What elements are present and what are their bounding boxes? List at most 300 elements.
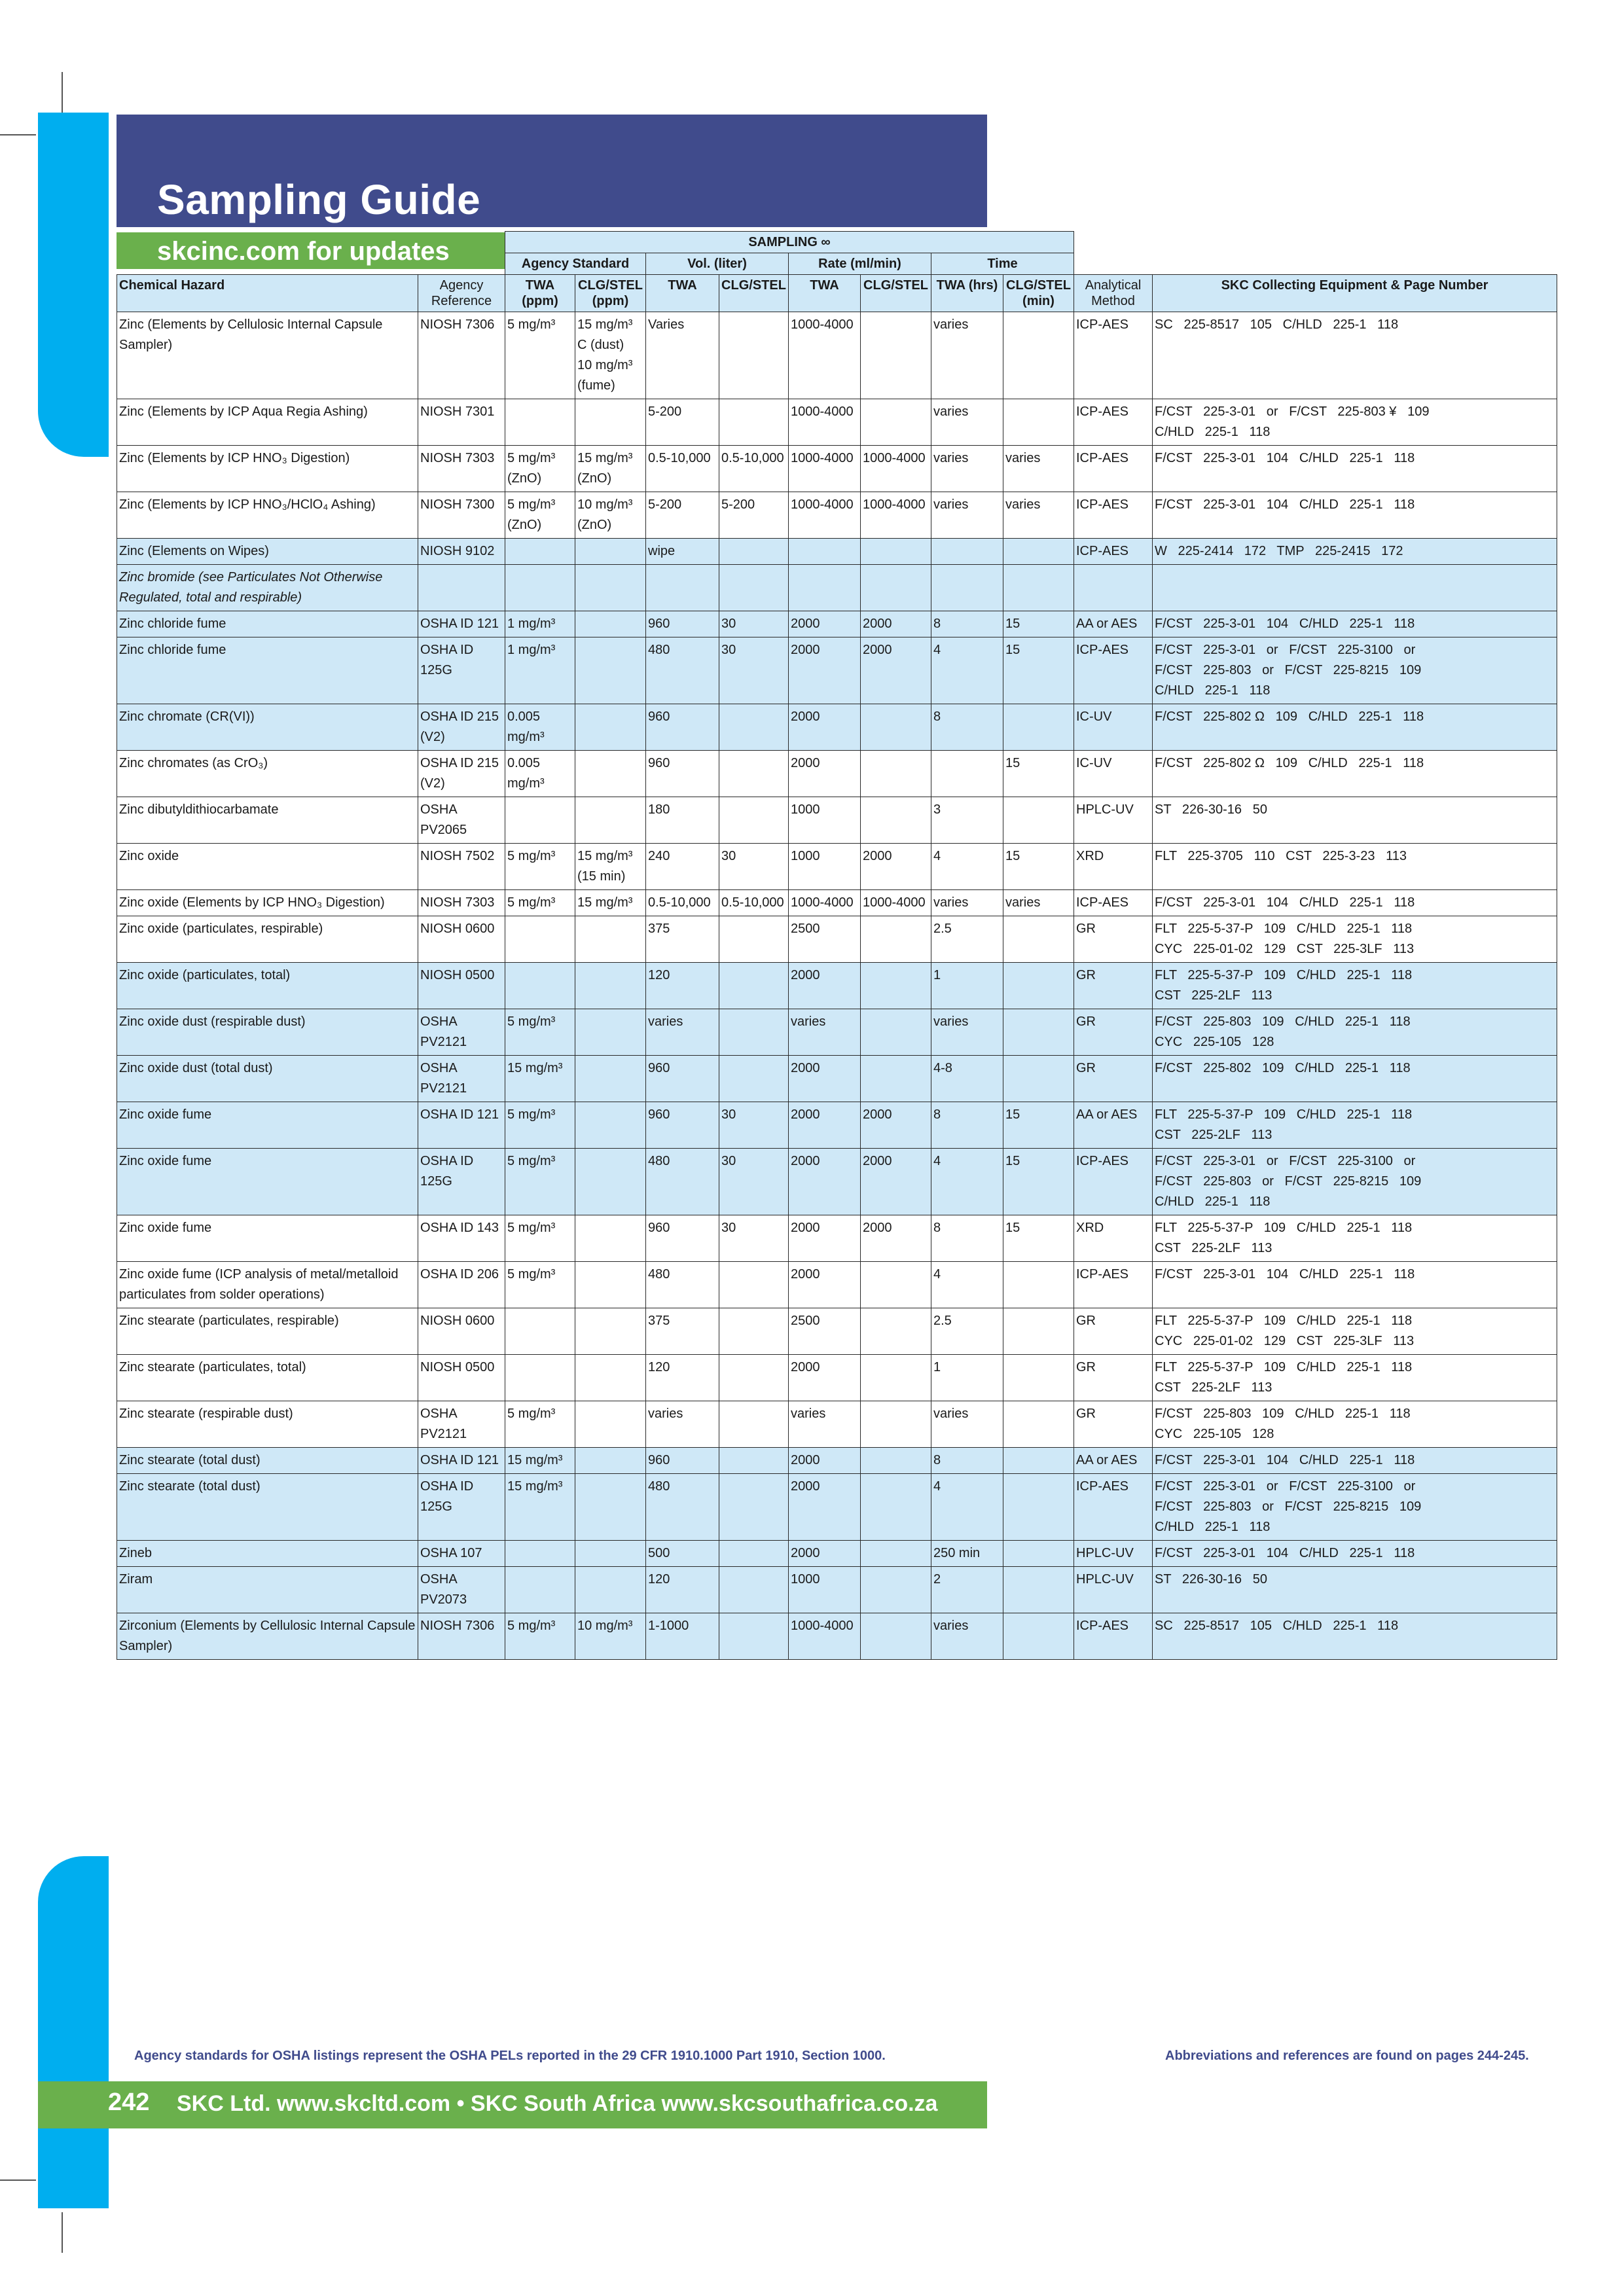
twa-cell xyxy=(505,1308,575,1355)
table-row xyxy=(117,797,1557,844)
rate-clg-cell: 2000 xyxy=(861,1102,931,1149)
vol-clg-cell xyxy=(719,797,789,844)
hazard-cell: Zinc chromate (CR(VI)) xyxy=(117,704,418,751)
vol-twa-cell: 500 xyxy=(646,1541,719,1567)
time-twa-cell: 8 xyxy=(931,1215,1003,1262)
time-twa-cell: 8 xyxy=(931,611,1003,637)
twa-cell: 15 mg/m³ xyxy=(505,1448,575,1474)
table-row xyxy=(117,565,1557,611)
agency-reference-header: Agency Reference xyxy=(418,275,505,312)
rate-clg-cell xyxy=(861,399,931,446)
rate-twa-cell: 2000 xyxy=(789,963,861,1009)
agency-ref-cell: NIOSH 7306 xyxy=(418,312,505,399)
method-cell: ICP-AES xyxy=(1074,492,1153,539)
method-cell: GR xyxy=(1074,1009,1153,1056)
hazard-cell: Zinc oxide (particulates, total) xyxy=(117,963,418,1009)
equipment-cell xyxy=(1153,565,1557,611)
agency-ref-cell: OSHA ID 125G xyxy=(418,637,505,704)
vol-twa-cell: 960 xyxy=(646,611,719,637)
clg-stel-cell: 15 mg/m³ xyxy=(575,890,646,916)
vol-clg-cell xyxy=(719,1613,789,1660)
vol-clg-cell xyxy=(719,704,789,751)
time-twa-cell: 4 xyxy=(931,1474,1003,1541)
twa-cell: 15 mg/m³ xyxy=(505,1474,575,1541)
clg-stel-cell xyxy=(575,1009,646,1056)
equipment-cell: F/CST 225-802 109 C/HLD 225-1 118 xyxy=(1153,1056,1557,1102)
time-twa-cell: 4 xyxy=(931,1262,1003,1308)
table-body xyxy=(117,312,1557,1660)
equipment-cell: F/CST 225-3-01 or F/CST 225-3100 or F/CST 225-803 or F/CST 225-8215 109 C/HLD 225-1 118 xyxy=(1153,637,1557,704)
method-cell: AA or AES xyxy=(1074,1448,1153,1474)
vol-twa-cell: 120 xyxy=(646,1355,719,1401)
equipment-cell: F/CST 225-3-01 104 C/HLD 225-1 118 xyxy=(1153,611,1557,637)
twa-cell: 0.005 mg/m³ xyxy=(505,751,575,797)
rate-clg-cell xyxy=(861,539,931,565)
time-twa-cell: varies xyxy=(931,890,1003,916)
table-row xyxy=(117,1401,1557,1448)
equipment-cell: F/CST 225-3-01 104 C/HLD 225-1 118 xyxy=(1153,446,1557,492)
method-cell: GR xyxy=(1074,916,1153,963)
rate-clg-cell xyxy=(861,1056,931,1102)
clg-stel-cell xyxy=(575,1541,646,1567)
method-cell: ICP-AES xyxy=(1074,1474,1153,1541)
vol-twa-cell: 960 xyxy=(646,1102,719,1149)
equipment-cell: F/CST 225-803 109 C/HLD 225-1 118 CYC 225-105 128 xyxy=(1153,1009,1557,1056)
time-twa-header: TWA (hrs) xyxy=(931,275,1003,312)
rate-clg-cell xyxy=(861,312,931,399)
rate-clg-cell xyxy=(861,916,931,963)
method-cell xyxy=(1074,565,1153,611)
equipment-cell: ST 226-30-16 50 xyxy=(1153,797,1557,844)
hazard-cell: Zinc stearate (particulates, total) xyxy=(117,1355,418,1401)
hazard-cell: Zinc oxide (particulates, respirable) xyxy=(117,916,418,963)
hazard-cell: Zinc (Elements on Wipes) xyxy=(117,539,418,565)
vol-clg-cell: 0.5-10,000 xyxy=(719,446,789,492)
method-cell: AA or AES xyxy=(1074,1102,1153,1149)
time-twa-cell: varies xyxy=(931,1613,1003,1660)
equipment-cell: FLT 225-5-37-P 109 C/HLD 225-1 118 CST 225-2LF 113 xyxy=(1153,1355,1557,1401)
hazard-cell: Zinc oxide dust (total dust) xyxy=(117,1056,418,1102)
time-twa-cell: 2.5 xyxy=(931,1308,1003,1355)
rate-twa-cell: 2000 xyxy=(789,1102,861,1149)
agency-ref-cell: NIOSH 9102 xyxy=(418,539,505,565)
vol-twa-cell: 480 xyxy=(646,1262,719,1308)
time-twa-cell: 2 xyxy=(931,1567,1003,1613)
vol-clg-cell xyxy=(719,751,789,797)
vol-twa-cell: varies xyxy=(646,1009,719,1056)
time-twa-cell: varies xyxy=(931,399,1003,446)
vol-clg-cell: 30 xyxy=(719,844,789,890)
rate-twa-cell: 2000 xyxy=(789,637,861,704)
twa-cell: 5 mg/m³ xyxy=(505,890,575,916)
agency-ref-cell: NIOSH 0600 xyxy=(418,1308,505,1355)
rate-clg-cell: 2000 xyxy=(861,611,931,637)
hazard-cell: Zinc oxide dust (respirable dust) xyxy=(117,1009,418,1056)
clg-stel-cell xyxy=(575,1102,646,1149)
rate-clg-cell xyxy=(861,963,931,1009)
rate-clg-cell xyxy=(861,1474,931,1541)
rate-clg-cell: 2000 xyxy=(861,637,931,704)
rate-clg-cell: 1000-4000 xyxy=(861,492,931,539)
clg-stel-cell: 10 mg/m³ (ZnO) xyxy=(575,492,646,539)
table-row xyxy=(117,1308,1557,1355)
twa-cell xyxy=(505,399,575,446)
rate-twa-cell: 1000-4000 xyxy=(789,446,861,492)
table-row xyxy=(117,1541,1557,1567)
vol-twa-cell: 180 xyxy=(646,797,719,844)
clg-stel-cell xyxy=(575,751,646,797)
clg-stel-cell xyxy=(575,1262,646,1308)
equipment-cell: W 225-2414 172 TMP 225-2415 172 xyxy=(1153,539,1557,565)
rate-twa-cell: 2000 xyxy=(789,751,861,797)
clg-stel-cell xyxy=(575,1474,646,1541)
rate-clg-cell xyxy=(861,1613,931,1660)
clg-stel-cell: 15 mg/m³ (15 min) xyxy=(575,844,646,890)
footnote-osha: Agency standards for OSHA listings represent the OSHA PELs reported in the 29 CFR 1910.1000 Part 1910, Section 1000. xyxy=(134,2049,886,2063)
twa-cell xyxy=(505,797,575,844)
time-twa-cell: varies xyxy=(931,492,1003,539)
twa-cell: 5 mg/m³ xyxy=(505,1149,575,1215)
vol-twa-cell: 120 xyxy=(646,963,719,1009)
rate-clg-cell xyxy=(861,1009,931,1056)
agency-ref-cell: NIOSH 7300 xyxy=(418,492,505,539)
time-clg-cell xyxy=(1003,565,1074,611)
sampling-header: SAMPLING ∞ xyxy=(505,232,1074,253)
rate-twa-cell: 2000 xyxy=(789,1149,861,1215)
page-subtitle: skcinc.com for updates xyxy=(157,237,450,266)
time-clg-cell xyxy=(1003,1448,1074,1474)
method-cell: HPLC-UV xyxy=(1074,797,1153,844)
agency-ref-cell: OSHA ID 215 (V2) xyxy=(418,704,505,751)
hazard-cell: Zinc stearate (total dust) xyxy=(117,1474,418,1541)
equipment-cell: F/CST 225-3-01 104 C/HLD 225-1 118 xyxy=(1153,1448,1557,1474)
twa-cell: 5 mg/m³ xyxy=(505,1102,575,1149)
time-twa-cell: 8 xyxy=(931,1102,1003,1149)
table-row xyxy=(117,1262,1557,1308)
method-cell: ICP-AES xyxy=(1074,890,1153,916)
rate-twa-cell: 2000 xyxy=(789,704,861,751)
twa-cell: 0.005 mg/m³ xyxy=(505,704,575,751)
hazard-cell: Zinc oxide fume xyxy=(117,1149,418,1215)
page-title: Sampling Guide xyxy=(157,176,481,223)
vol-clg-cell xyxy=(719,312,789,399)
agency-ref-cell: OSHA 107 xyxy=(418,1541,505,1567)
table-row xyxy=(117,1009,1557,1056)
hazard-cell: Zinc oxide (Elements by ICP HNO₃ Digestion) xyxy=(117,890,418,916)
time-clg-cell: varies xyxy=(1003,492,1074,539)
twa-cell: 5 mg/m³ xyxy=(505,1401,575,1448)
time-twa-cell: varies xyxy=(931,446,1003,492)
vol-twa-cell: 0.5-10,000 xyxy=(646,890,719,916)
rate-clg-cell: 2000 xyxy=(861,844,931,890)
vol-clg-cell: 30 xyxy=(719,1149,789,1215)
agency-ref-cell: NIOSH 0500 xyxy=(418,963,505,1009)
table-row xyxy=(117,963,1557,1009)
vol-clg-cell: 30 xyxy=(719,1102,789,1149)
vol-clg-cell: 30 xyxy=(719,1215,789,1262)
vol-twa-cell: 960 xyxy=(646,751,719,797)
rate-clg-cell xyxy=(861,704,931,751)
vol-twa-cell: 960 xyxy=(646,1215,719,1262)
hazard-cell: Zinc stearate (respirable dust) xyxy=(117,1401,418,1448)
vol-clg-cell xyxy=(719,963,789,1009)
rate-header: Rate (ml/min) xyxy=(789,253,931,275)
vol-clg-cell xyxy=(719,1355,789,1401)
clg-stel-cell: 15 mg/m³ (ZnO) xyxy=(575,446,646,492)
time-clg-cell xyxy=(1003,1613,1074,1660)
rate-clg-cell xyxy=(861,1355,931,1401)
rate-twa-cell: 1000 xyxy=(789,797,861,844)
vol-twa-cell: varies xyxy=(646,1401,719,1448)
hazard-cell: Zirconium (Elements by Cellulosic Internal Capsule Sampler) xyxy=(117,1613,418,1660)
twa-cell: 1 mg/m³ xyxy=(505,637,575,704)
table-row xyxy=(117,704,1557,751)
hazard-cell: Zinc chloride fume xyxy=(117,637,418,704)
equipment-cell: F/CST 225-3-01 104 C/HLD 225-1 118 xyxy=(1153,890,1557,916)
agency-ref-cell: NIOSH 0600 xyxy=(418,916,505,963)
time-clg-cell xyxy=(1003,963,1074,1009)
hazard-cell: Zinc (Elements by ICP HNO₃ Digestion) xyxy=(117,446,418,492)
vol-twa-cell: 960 xyxy=(646,704,719,751)
twa-cell xyxy=(505,1567,575,1613)
rate-twa-cell: 1000-4000 xyxy=(789,312,861,399)
method-cell: ICP-AES xyxy=(1074,637,1153,704)
vol-twa-cell: 0.5-10,000 xyxy=(646,446,719,492)
time-twa-cell: 8 xyxy=(931,1448,1003,1474)
hazard-cell: Zinc chloride fume xyxy=(117,611,418,637)
vol-clg-cell xyxy=(719,1308,789,1355)
method-cell: AA or AES xyxy=(1074,611,1153,637)
method-cell: IC-UV xyxy=(1074,751,1153,797)
twa-cell: 15 mg/m³ xyxy=(505,1056,575,1102)
rate-twa-cell: 2500 xyxy=(789,916,861,963)
twa-cell xyxy=(505,963,575,1009)
vol-clg-cell xyxy=(719,1448,789,1474)
crop-mark xyxy=(0,2179,36,2181)
equipment-cell: F/CST 225-3-01 104 C/HLD 225-1 118 xyxy=(1153,492,1557,539)
equipment-cell: SC 225-8517 105 C/HLD 225-1 118 xyxy=(1153,1613,1557,1660)
rate-clg-cell: 2000 xyxy=(861,1149,931,1215)
twa-cell: 5 mg/m³ xyxy=(505,1613,575,1660)
method-cell: XRD xyxy=(1074,1215,1153,1262)
vol-clg-cell: 0.5-10,000 xyxy=(719,890,789,916)
time-clg-cell: 15 xyxy=(1003,844,1074,890)
vol-twa-cell: 375 xyxy=(646,916,719,963)
clg-stel-cell xyxy=(575,1149,646,1215)
vol-twa-cell: Varies xyxy=(646,312,719,399)
vol-clg-cell xyxy=(719,916,789,963)
twa-cell xyxy=(505,565,575,611)
time-clg-cell: 15 xyxy=(1003,611,1074,637)
table-row xyxy=(117,1355,1557,1401)
vol-twa-cell: 5-200 xyxy=(646,399,719,446)
vol-twa-cell: 480 xyxy=(646,637,719,704)
equipment-cell: F/CST 225-802 Ω 109 C/HLD 225-1 118 xyxy=(1153,704,1557,751)
equipment-cell: FLT 225-3705 110 CST 225-3-23 113 xyxy=(1153,844,1557,890)
rate-twa-cell: 2000 xyxy=(789,1262,861,1308)
vol-twa-cell: 480 xyxy=(646,1474,719,1541)
method-cell: ICP-AES xyxy=(1074,399,1153,446)
equipment-cell: F/CST 225-803 109 C/HLD 225-1 118 CYC 225-105 128 xyxy=(1153,1401,1557,1448)
equipment-cell: FLT 225-5-37-P 109 C/HLD 225-1 118 CST 225-2LF 113 xyxy=(1153,1215,1557,1262)
rate-twa-cell: 2000 xyxy=(789,1474,861,1541)
method-cell: GR xyxy=(1074,963,1153,1009)
clg-stel-cell xyxy=(575,963,646,1009)
table-row xyxy=(117,844,1557,890)
agency-ref-cell: OSHA ID 125G xyxy=(418,1149,505,1215)
twa-ppm-header: TWA (ppm) xyxy=(505,275,575,312)
table-row xyxy=(117,890,1557,916)
agency-ref-cell: NIOSH 7306 xyxy=(418,1613,505,1660)
table-row xyxy=(117,637,1557,704)
twa-cell: 5 mg/m³ xyxy=(505,1262,575,1308)
agency-ref-cell: OSHA PV2121 xyxy=(418,1401,505,1448)
rate-clg-cell xyxy=(861,1567,931,1613)
table-row xyxy=(117,312,1557,399)
rate-twa-cell: 1000-4000 xyxy=(789,1613,861,1660)
twa-cell xyxy=(505,539,575,565)
hazard-cell: Zineb xyxy=(117,1541,418,1567)
clg-stel-cell xyxy=(575,1401,646,1448)
table-row xyxy=(117,916,1557,963)
method-cell: ICP-AES xyxy=(1074,539,1153,565)
vol-clg-cell xyxy=(719,1262,789,1308)
rate-twa-cell: varies xyxy=(789,1401,861,1448)
time-clg-cell xyxy=(1003,539,1074,565)
twa-cell xyxy=(505,916,575,963)
rate-twa-cell: 2000 xyxy=(789,1056,861,1102)
vol-clg-cell xyxy=(719,565,789,611)
vol-clg-cell xyxy=(719,1056,789,1102)
analytical-method-header: Analytical Method xyxy=(1074,275,1153,312)
rate-twa-cell xyxy=(789,565,861,611)
agency-ref-cell: NIOSH 7502 xyxy=(418,844,505,890)
clg-stel-cell xyxy=(575,1308,646,1355)
time-clg-cell: 15 xyxy=(1003,637,1074,704)
time-clg-cell xyxy=(1003,312,1074,399)
time-clg-cell xyxy=(1003,1474,1074,1541)
crop-mark xyxy=(0,134,36,135)
rate-clg-cell: 1000-4000 xyxy=(861,446,931,492)
clg-stel-cell: 15 mg/m³ C (dust) 10 mg/m³ (fume) xyxy=(575,312,646,399)
clg-stel-cell xyxy=(575,1448,646,1474)
hazard-cell: Zinc oxide fume xyxy=(117,1215,418,1262)
side-accent-top xyxy=(38,113,109,457)
agency-ref-cell: OSHA ID 215 (V2) xyxy=(418,751,505,797)
vol-clg-cell xyxy=(719,1474,789,1541)
agency-ref-cell: NIOSH 7301 xyxy=(418,399,505,446)
hazard-cell: Zinc (Elements by Cellulosic Internal Capsule Sampler) xyxy=(117,312,418,399)
time-clg-cell xyxy=(1003,399,1074,446)
vol-twa-cell: 240 xyxy=(646,844,719,890)
hazard-cell: Zinc bromide (see Particulates Not Otherwise Regulated, total and respirable) xyxy=(117,565,418,611)
equipment-cell: SC 225-8517 105 C/HLD 225-1 118 xyxy=(1153,312,1557,399)
clg-stel-cell xyxy=(575,916,646,963)
chemical-hazard-header: Chemical Hazard xyxy=(117,275,418,312)
twa-cell: 5 mg/m³ (ZnO) xyxy=(505,492,575,539)
rate-clg-cell: 1000-4000 xyxy=(861,890,931,916)
rate-clg-cell xyxy=(861,1308,931,1355)
equipment-cell: ST 226-30-16 50 xyxy=(1153,1567,1557,1613)
twa-cell: 5 mg/m³ xyxy=(505,1009,575,1056)
time-twa-cell: varies xyxy=(931,312,1003,399)
rate-twa-cell: 1000-4000 xyxy=(789,890,861,916)
vol-clg-cell: 30 xyxy=(719,637,789,704)
method-cell: ICP-AES xyxy=(1074,1262,1153,1308)
time-clg-header: CLG/STEL (min) xyxy=(1003,275,1074,312)
crop-mark xyxy=(62,72,63,113)
time-clg-cell xyxy=(1003,1308,1074,1355)
agency-ref-cell: NIOSH 7303 xyxy=(418,890,505,916)
vol-twa-cell: 960 xyxy=(646,1448,719,1474)
time-clg-cell: varies xyxy=(1003,446,1074,492)
table-row xyxy=(117,1102,1557,1149)
time-twa-cell: 4 xyxy=(931,637,1003,704)
time-clg-cell xyxy=(1003,1262,1074,1308)
agency-ref-cell: OSHA PV2073 xyxy=(418,1567,505,1613)
rate-twa-cell: 1000 xyxy=(789,844,861,890)
method-cell: GR xyxy=(1074,1056,1153,1102)
footer-contact: SKC Ltd. www.skcltd.com • SKC South Africa www.skcsouthafrica.co.za xyxy=(177,2091,938,2116)
method-cell: ICP-AES xyxy=(1074,446,1153,492)
clg-stel-cell xyxy=(575,399,646,446)
equipment-cell: FLT 225-5-37-P 109 C/HLD 225-1 118 CYC 225-01-02 129 CST 225-3LF 113 xyxy=(1153,1308,1557,1355)
vol-twa-cell: 5-200 xyxy=(646,492,719,539)
vol-twa-header: TWA xyxy=(646,275,719,312)
equipment-cell: FLT 225-5-37-P 109 C/HLD 225-1 118 CYC 225-01-02 129 CST 225-3LF 113 xyxy=(1153,916,1557,963)
agency-ref-cell: OSHA ID 143 xyxy=(418,1215,505,1262)
hazard-cell: Zinc (Elements by ICP HNO₃/HClO₄ Ashing) xyxy=(117,492,418,539)
time-twa-cell: 2.5 xyxy=(931,916,1003,963)
rate-clg-header: CLG/STEL xyxy=(861,275,931,312)
rate-twa-cell: 2000 xyxy=(789,1541,861,1567)
time-clg-cell xyxy=(1003,797,1074,844)
twa-cell: 1 mg/m³ xyxy=(505,611,575,637)
clg-stel-cell xyxy=(575,1355,646,1401)
table-row xyxy=(117,1448,1557,1474)
agency-ref-cell: OSHA ID 206 xyxy=(418,1262,505,1308)
time-twa-cell: 4 xyxy=(931,1149,1003,1215)
equipment-cell: F/CST 225-3-01 or F/CST 225-3100 or F/CST 225-803 or F/CST 225-8215 109 C/HLD 225-1 118 xyxy=(1153,1474,1557,1541)
rate-twa-cell: 2000 xyxy=(789,1448,861,1474)
clg-stel-cell xyxy=(575,539,646,565)
vol-clg-cell: 30 xyxy=(719,611,789,637)
vol-clg-cell xyxy=(719,539,789,565)
clg-stel-cell xyxy=(575,565,646,611)
time-clg-cell: 15 xyxy=(1003,1149,1074,1215)
vol-twa-cell: 1-1000 xyxy=(646,1613,719,1660)
crop-mark xyxy=(62,2212,63,2253)
method-cell: GR xyxy=(1074,1308,1153,1355)
time-twa-cell: 4 xyxy=(931,844,1003,890)
time-clg-cell xyxy=(1003,916,1074,963)
table-row xyxy=(117,1056,1557,1102)
volume-header: Vol. (liter) xyxy=(646,253,789,275)
vol-twa-cell: 480 xyxy=(646,1149,719,1215)
sampling-table xyxy=(117,231,1557,1660)
rate-clg-cell xyxy=(861,1262,931,1308)
page-number: 242 xyxy=(108,2089,150,2116)
time-twa-cell: varies xyxy=(931,1401,1003,1448)
twa-cell xyxy=(505,1355,575,1401)
equipment-cell: FLT 225-5-37-P 109 C/HLD 225-1 118 CST 225-2LF 113 xyxy=(1153,1102,1557,1149)
equipment-cell: F/CST 225-802 Ω 109 C/HLD 225-1 118 xyxy=(1153,751,1557,797)
method-cell: GR xyxy=(1074,1355,1153,1401)
agency-ref-cell: OSHA ID 121 xyxy=(418,1448,505,1474)
vol-clg-cell xyxy=(719,1567,789,1613)
vol-twa-cell: 960 xyxy=(646,1056,719,1102)
hazard-cell: Zinc oxide xyxy=(117,844,418,890)
